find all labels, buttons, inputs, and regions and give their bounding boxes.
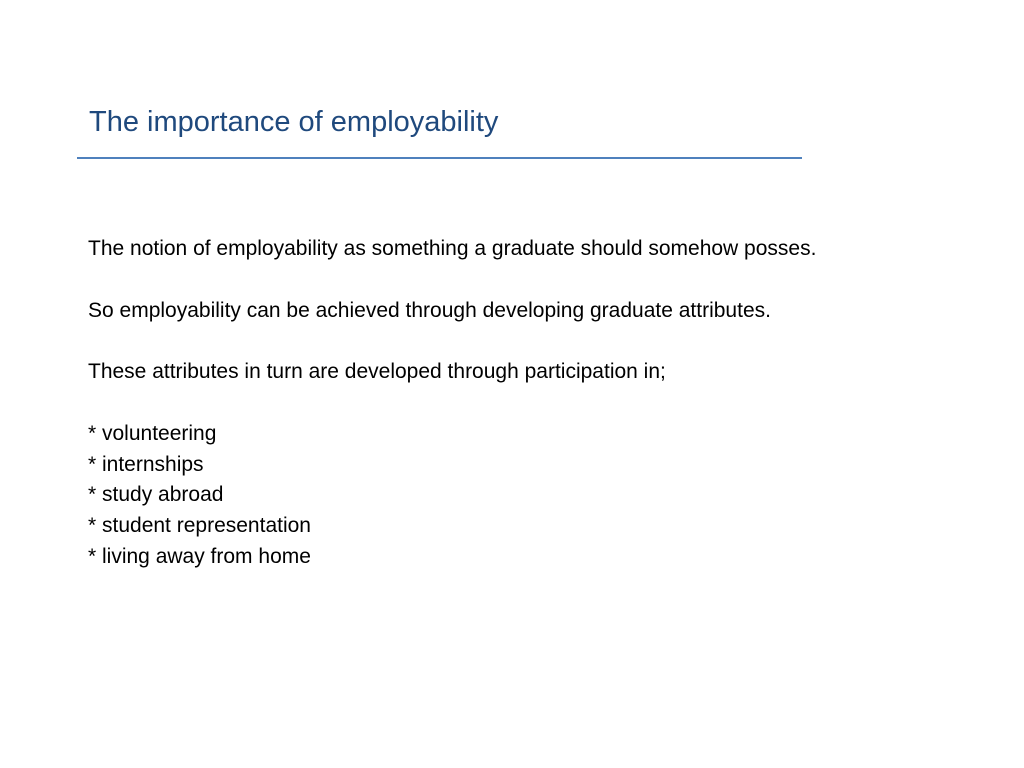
spacer bbox=[88, 388, 968, 419]
paragraph-participation: These attributes in turn are developed through participation in; bbox=[88, 360, 666, 384]
activity-list bbox=[88, 419, 968, 573]
slide-body bbox=[88, 234, 968, 573]
list-item: * internships bbox=[88, 452, 204, 476]
paragraph-graduate-attributes: So employability can be achieved through developing graduate attributes. bbox=[88, 298, 771, 322]
list-item: * study abroad bbox=[88, 483, 224, 507]
spacer bbox=[88, 326, 968, 357]
title-underline bbox=[77, 157, 802, 159]
paragraph-employability-notion: The notion of employability as something a graduate should somehow posses. bbox=[88, 237, 817, 260]
list-item: * living away from home bbox=[88, 544, 311, 568]
spacer bbox=[88, 265, 968, 296]
list-item: * student representation bbox=[88, 514, 311, 538]
slide-title: The importance of employability bbox=[89, 106, 499, 138]
list-item: * volunteering bbox=[88, 421, 217, 445]
